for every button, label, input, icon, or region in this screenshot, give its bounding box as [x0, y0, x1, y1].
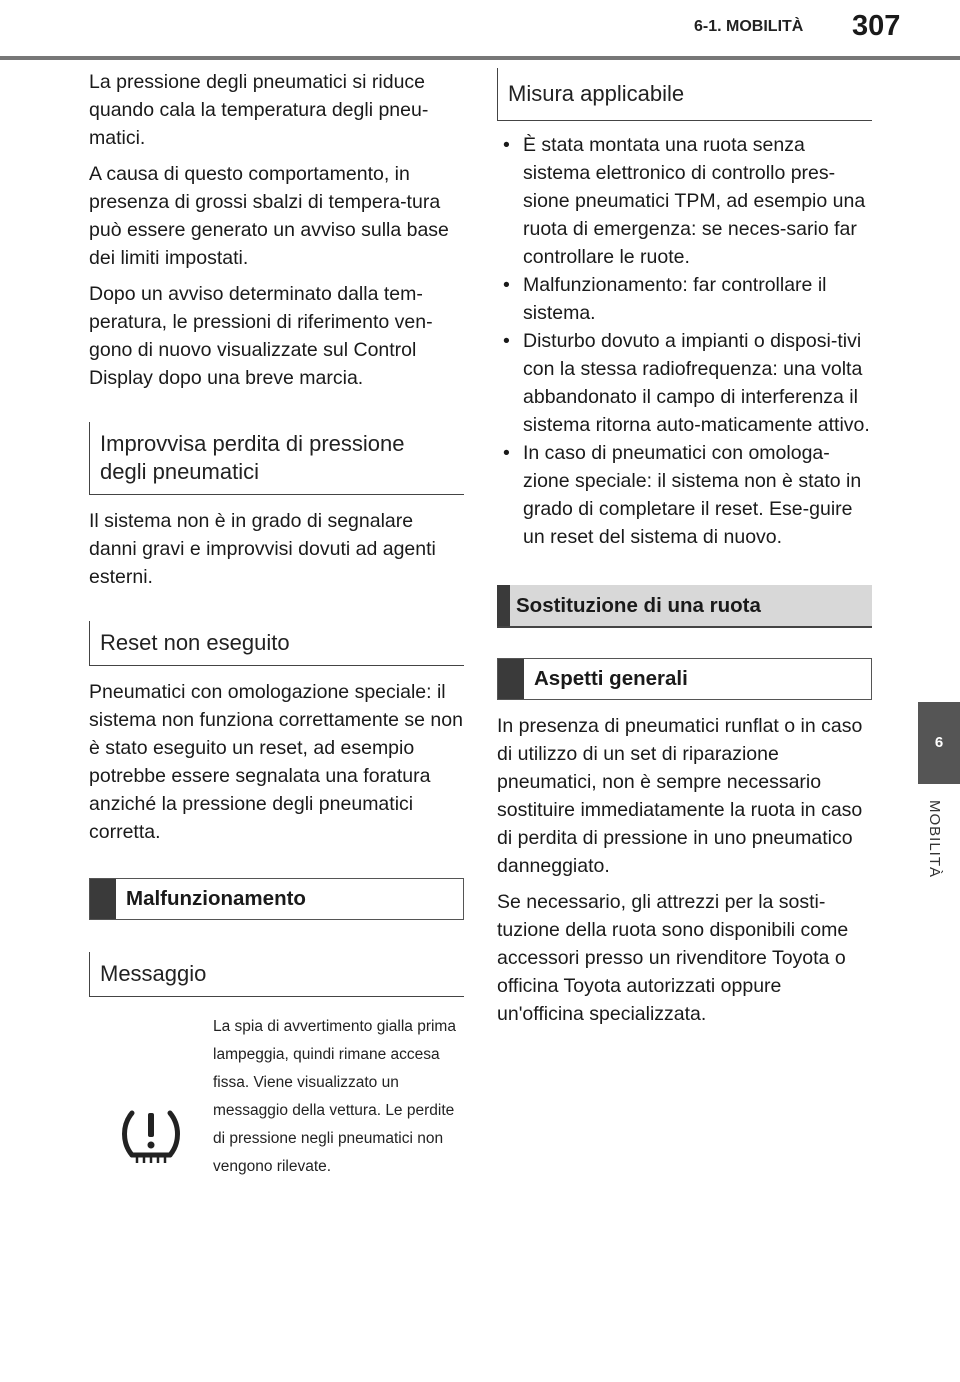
list-item: • In caso di pneumatici con omologa-zione speciale: il sistema non è stato in grado di completare il reset. Ese-guire un reset del sistema di nuovo.	[497, 439, 872, 551]
reset-heading: Reset non eseguito	[89, 621, 464, 666]
measure-heading: Misura applicabile	[497, 68, 872, 121]
chapter-label: MOBILITÀ	[926, 800, 943, 879]
left-column	[89, 68, 464, 1181]
general-heading-text: Aspetti generali	[534, 667, 688, 690]
intro-paragraph-1: La pressione degli pneumatici si riduce quando cala la temperatura degli pneu-matici.	[89, 71, 429, 149]
list-item: • È stata montata una ruota senza sistema elettronico di controllo pres-sione pneumatici TPM, ad esempio una ruota di emergenza: se neces-sario far controllare le ruote.	[497, 131, 872, 271]
intro-paragraph-3: Dopo un avviso determinato dalla tem-peratura, le pressioni di riferimento ven-gono di nuovo visualizzate sul Control Display dopo una breve marcia.	[89, 283, 433, 389]
header-divider	[0, 56, 960, 60]
heading-marker	[90, 879, 116, 919]
general-heading	[497, 658, 872, 700]
malfunction-heading	[89, 878, 464, 920]
measure-list	[497, 131, 872, 551]
message-text: La spia di avvertimento gialla prima lampeggia, quindi rimane accesa fissa. Viene visualizzato un messaggio della vettura. Le perdite di pressione negli pneumatici non vengono rilevate.	[213, 1018, 456, 1175]
right-column	[497, 68, 872, 1036]
wheel-change-heading	[497, 585, 872, 628]
malfunction-heading-text: Malfunzionamento	[126, 887, 306, 910]
heading-marker	[497, 585, 510, 626]
message-heading: Messaggio	[89, 952, 464, 997]
general-paragraph-1: In presenza di pneumatici runflat o in caso di utilizzo di un set di riparazione pneumatici, non è sempre necessario sostituire immediatamente la ruota in caso di perdita di pressione in uno pneumatico danneggiato.	[497, 715, 863, 877]
page-number: 307	[852, 10, 901, 42]
sudden-loss-text: Il sistema non è in grado di segnalare danni gravi e improvvisi dovuti ad agenti esterni.	[89, 510, 436, 588]
chapter-tab: 6	[918, 702, 960, 784]
list-item: • Malfunzionamento: far controllare il sistema.	[497, 271, 872, 327]
tire-pressure-warning-icon	[89, 1013, 213, 1165]
heading-marker	[498, 659, 524, 699]
intro-paragraph-2: A causa di questo comportamento, in presenza di grossi sbalzi di tempera-tura può essere generato un avviso sulla base dei limiti impostati.	[89, 163, 449, 269]
wheel-change-heading-text: Sostituzione di una ruota	[516, 593, 761, 617]
general-paragraph-2: Se necessario, gli attrezzi per la sosti-tuzione della ruota sono disponibili come accessori presso un rivenditore Toyota o officina Toyota autorizzati oppure un'officina specializzata.	[497, 891, 849, 1025]
tire-pressure-warning-icon-graphic	[120, 1107, 182, 1165]
message-row	[89, 1013, 464, 1181]
sudden-loss-heading: Improvvisa perdita di pressione degli pneumatici	[89, 422, 464, 495]
list-item: • Disturbo dovuto a impianti o disposi-tivi con la stessa radiofrequenza: una volta abbandonato il campo di interferenza il sistema ritorna auto-maticamente attivo.	[497, 327, 872, 439]
reset-text: Pneumatici con omologazione speciale: il sistema non funziona correttamente se non è stato eseguito un reset, ad esempio potrebbe essere segnalata una foratura anziché la pressione degli pneumatici corretta.	[89, 681, 463, 843]
section-title: 6-1. MOBILITÀ	[694, 18, 804, 35]
